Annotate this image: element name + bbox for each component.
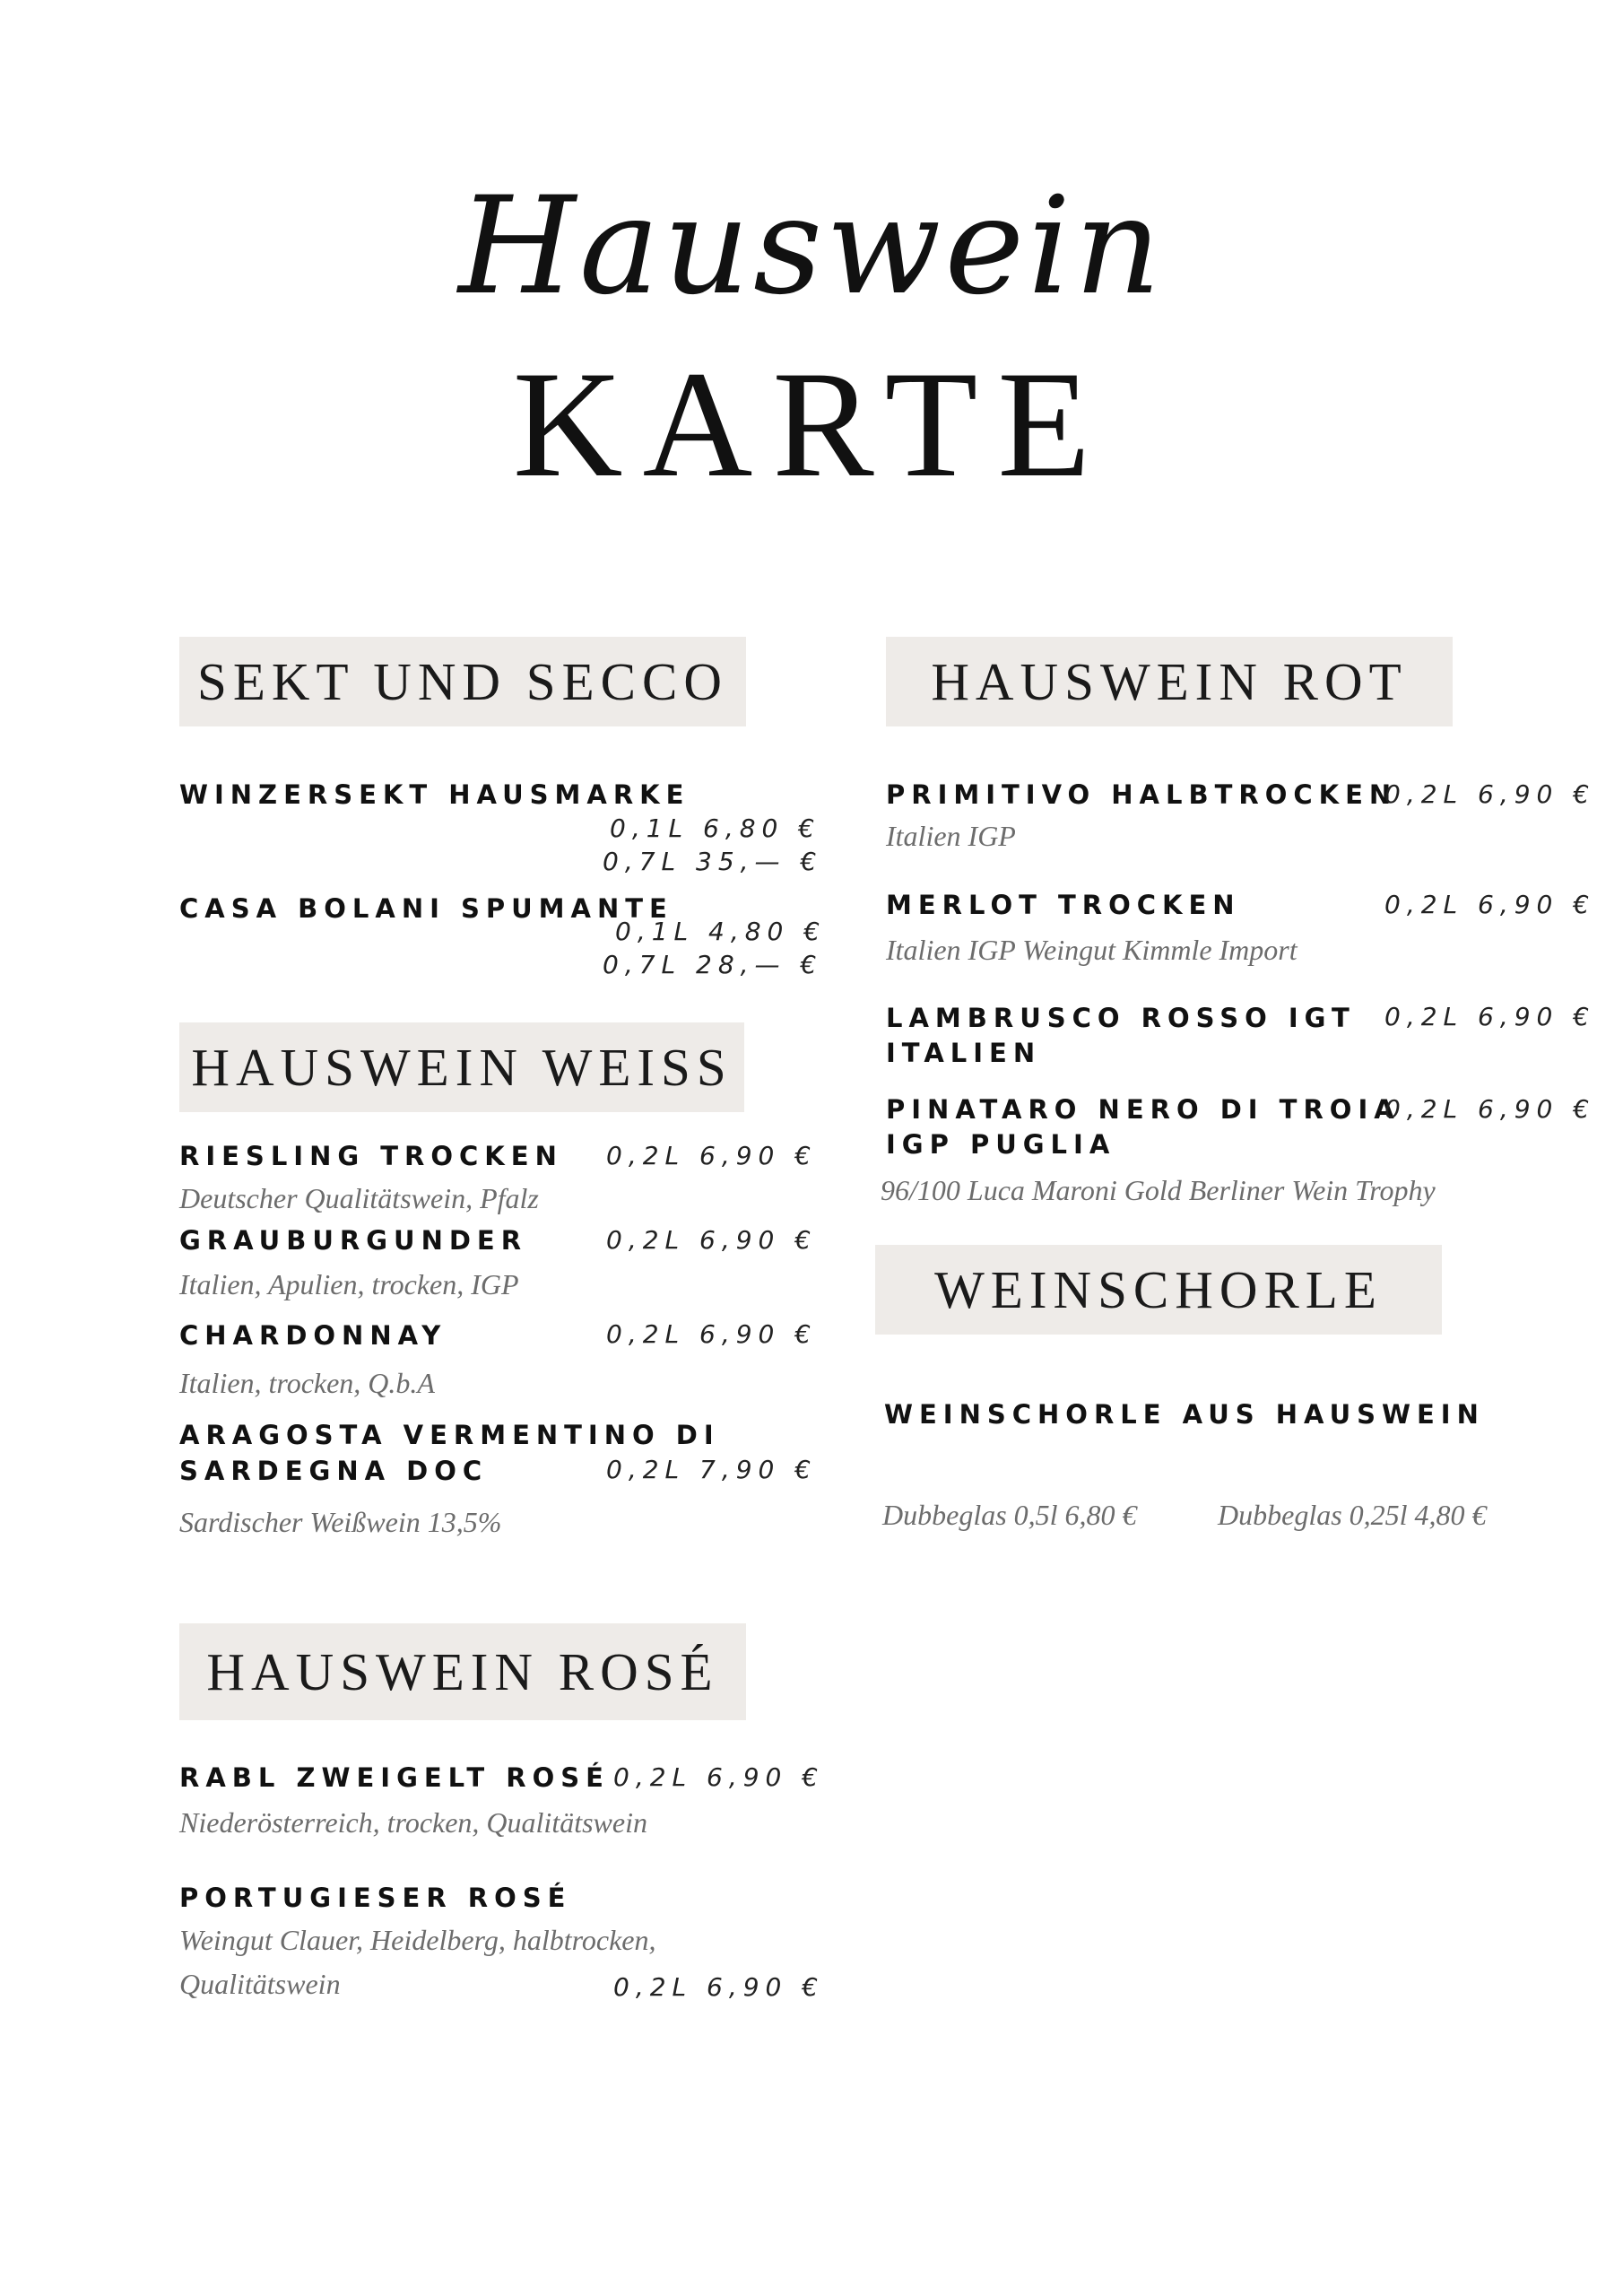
item-desc-primitivo: Italien IGP <box>886 820 1016 852</box>
item-price-riesling: 0,2L 6,90 € <box>606 1141 818 1170</box>
item-name-portugieser: PORTUGIESER ROSÉ <box>179 1883 572 1913</box>
item-price-casa-bolani-2: 0,7L 28,— € <box>603 950 823 979</box>
item-desc-pinataro: 96/100 Luca Maroni Gold Berliner Wein Trophy <box>881 1174 1436 1206</box>
section-header-rot: HAUSWEIN ROT <box>886 637 1453 726</box>
item-name-rabl-zweigelt: RABL ZWEIGELT ROSÉ <box>179 1762 610 1793</box>
item-price-winzersekt-1: 0,1L 6,80 € <box>610 813 821 843</box>
item-price-pinataro: 0,2L 6,90 € <box>1384 1094 1596 1124</box>
item-name-grauburgunder: GRAUBURGUNDER <box>179 1225 528 1256</box>
item-desc-merlot: Italien IGP Weingut Kimmle Import <box>886 934 1298 966</box>
item-price-casa-bolani-1: 0,1L 4,80 € <box>615 917 827 946</box>
item-price-chardonnay: 0,2L 6,90 € <box>606 1319 818 1349</box>
item-price-rabl-zweigelt: 0,2L 6,90 € <box>613 1762 825 1792</box>
section-header-rose: HAUSWEIN ROSÉ <box>179 1623 746 1720</box>
item-desc-rabl-zweigelt: Niederösterreich, trocken, Qualitätswein <box>179 1806 647 1839</box>
main-title: KARTE <box>512 340 1111 509</box>
item-price-winzersekt-2: 0,7L 35,— € <box>603 847 823 876</box>
item-name-lambrusco-line2: ITALIEN <box>886 1038 1042 1068</box>
item-price-merlot: 0,2L 6,90 € <box>1384 890 1596 919</box>
section-header-sekt: SEKT UND SECCO <box>179 637 746 726</box>
script-title: Hauswein <box>458 169 1165 325</box>
item-name-riesling: RIESLING TROCKEN <box>179 1141 563 1171</box>
item-price-portugieser: 0,2L 6,90 € <box>613 1972 825 2002</box>
item-name-chardonnay: CHARDONNAY <box>179 1320 447 1351</box>
section-header-weiss: HAUSWEIN WEISS <box>179 1022 744 1112</box>
item-name-merlot: MERLOT TROCKEN <box>886 890 1241 920</box>
item-name-winzersekt: WINZERSEKT HAUSMARKE <box>179 779 690 810</box>
item-desc-aragosta: Sardischer Weißwein 13,5% <box>179 1506 502 1538</box>
schorle-option-small: Dubbeglas 0,25l 4,80 € <box>1218 1499 1487 1531</box>
item-name-pinataro-line2: IGP PUGLIA <box>886 1129 1116 1160</box>
item-name-lambrusco-line1: LAMBRUSCO ROSSO IGT <box>886 1003 1356 1033</box>
item-name-casa-bolani: CASA BOLANI SPUMANTE <box>179 893 673 924</box>
item-desc-chardonnay: Italien, trocken, Q.b.A <box>179 1367 435 1399</box>
item-name-weinschorle: WEINSCHORLE AUS HAUSWEIN <box>884 1399 1485 1430</box>
item-price-aragosta: 0,2L 7,90 € <box>606 1455 818 1484</box>
item-desc-grauburgunder: Italien, Apulien, trocken, IGP <box>179 1268 519 1300</box>
item-name-pinataro-line1: PINATARO NERO DI TROIA <box>886 1094 1401 1125</box>
item-desc-portugieser-line1: Weingut Clauer, Heidelberg, halbtrocken, <box>179 1924 656 1956</box>
item-desc-portugieser-line2: Qualitätswein <box>179 1968 341 2000</box>
section-header-schorle: WEINSCHORLE <box>875 1245 1442 1335</box>
item-name-aragosta-line1: ARAGOSTA VERMENTINO DI <box>179 1420 720 1450</box>
item-desc-riesling: Deutscher Qualitätswein, Pfalz <box>179 1182 539 1214</box>
item-price-primitivo: 0,2L 6,90 € <box>1384 779 1596 809</box>
schorle-option-large: Dubbeglas 0,5l 6,80 € <box>882 1499 1137 1531</box>
item-name-primitivo: PRIMITIVO HALBTROCKEN <box>886 779 1398 810</box>
item-name-aragosta-line2: SARDEGNA DOC <box>179 1456 489 1486</box>
item-price-lambrusco: 0,2L 6,90 € <box>1384 1002 1596 1031</box>
item-price-grauburgunder: 0,2L 6,90 € <box>606 1225 818 1255</box>
